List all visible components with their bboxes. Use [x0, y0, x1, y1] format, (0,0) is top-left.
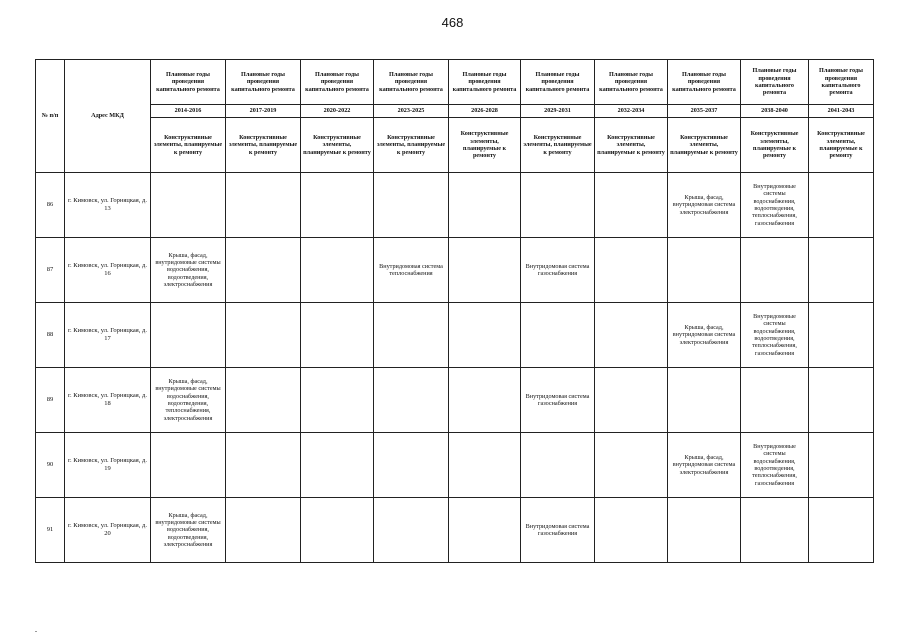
row-cell [449, 238, 521, 303]
row-number: 88 [36, 303, 65, 368]
row-cell: Внутридомовые системы водоснабжения, водоотведения, теплоснабжения, газоснабжения [741, 173, 809, 238]
row-cell: Крыша, фасад, внутридомовые системы водоснабжения, водоотведения, электроснабжения [151, 498, 226, 563]
row-cell [226, 368, 301, 433]
header-plan-row [36, 60, 874, 105]
row-cell [226, 238, 301, 303]
row-address: г. Кимовск, ул. Горняцкая, д. 17 [65, 303, 151, 368]
row-address: г. Кимовск, ул. Горняцкая, д. 19 [65, 433, 151, 498]
row-cell [301, 173, 374, 238]
row-cell: Внутридомовая система теплоснабжения [374, 238, 449, 303]
row-number: 91 [36, 498, 65, 563]
row-cell [741, 498, 809, 563]
header-period: 2038-2040 [741, 105, 809, 118]
row-cell [449, 173, 521, 238]
header-elements: Конструктивные элементы, планируемые к ремонту [741, 118, 809, 173]
row-cell [809, 173, 874, 238]
row-number: 87 [36, 238, 65, 303]
header-plan: Плановые годы проведения капитального ремонта [521, 60, 595, 105]
row-cell [595, 498, 668, 563]
row-cell [301, 303, 374, 368]
row-cell [809, 303, 874, 368]
row-cell: Крыша, фасад, внутридомовая система электроснабжения [668, 433, 741, 498]
row-cell [668, 498, 741, 563]
row-cell [809, 368, 874, 433]
row-cell [301, 433, 374, 498]
row-cell [741, 238, 809, 303]
header-period: 2020-2022 [301, 105, 374, 118]
row-cell: Внутридомовая система газоснабжения [521, 368, 595, 433]
header-plan: Плановые годы проведения капитального ремонта [226, 60, 301, 105]
row-cell: Крыша, фасад, внутридомовая система электроснабжения [668, 173, 741, 238]
row-cell [668, 238, 741, 303]
page-number: 468 [441, 15, 464, 30]
row-cell [374, 498, 449, 563]
row-cell [374, 368, 449, 433]
header-period: 2032-2034 [595, 105, 668, 118]
row-cell: Внутридомовые системы водоснабжения, водоотведения, теплоснабжения, газоснабжения [741, 433, 809, 498]
table-row [36, 238, 874, 303]
row-cell [449, 433, 521, 498]
row-address: г. Кимовск, ул. Горняцкая, д. 16 [65, 238, 151, 303]
header-elements: Конструктивные элементы, планируемые к ремонту [151, 118, 226, 173]
row-cell [449, 303, 521, 368]
header-elements: Конструктивные элементы, планируемые к ремонту [809, 118, 874, 173]
scan-speck [35, 631, 37, 632]
row-cell [521, 303, 595, 368]
header-period: 2017-2019 [226, 105, 301, 118]
row-cell: Внутридомовая система газоснабжения [521, 498, 595, 563]
row-cell [449, 498, 521, 563]
row-cell [301, 368, 374, 433]
row-cell [668, 368, 741, 433]
row-cell [449, 368, 521, 433]
header-plan: Плановые годы проведения капитального ремонта [668, 60, 741, 105]
table-row [36, 368, 874, 433]
row-cell [374, 173, 449, 238]
header-period: 2026-2028 [449, 105, 521, 118]
table-row [36, 498, 874, 563]
header-period: 2035-2037 [668, 105, 741, 118]
row-cell: Внутридомовые системы водоснабжения, водоотведения, теплоснабжения, газоснабжения [741, 303, 809, 368]
header-elements: Конструктивные элементы, планируемые к ремонту [374, 118, 449, 173]
row-cell [809, 433, 874, 498]
header-elements: Конструктивные элементы, планируемые к ремонту [449, 118, 521, 173]
header-num: № п/п [36, 60, 65, 173]
row-cell [151, 173, 226, 238]
table-row [36, 433, 874, 498]
row-cell [301, 238, 374, 303]
row-cell [521, 173, 595, 238]
header-plan: Плановые годы проведения капитального ремонта [809, 60, 874, 105]
row-address: г. Кимовск, ул. Горняцкая, д. 20 [65, 498, 151, 563]
row-cell [595, 368, 668, 433]
row-cell [226, 433, 301, 498]
row-number: 90 [36, 433, 65, 498]
row-cell [809, 498, 874, 563]
header-plan: Плановые годы проведения капитального ремонта [301, 60, 374, 105]
row-cell: Крыша, фасад, внутридомовая система электроснабжения [668, 303, 741, 368]
row-cell [151, 433, 226, 498]
header-plan: Плановые годы проведения капитального ремонта [595, 60, 668, 105]
header-period: 2041-2043 [809, 105, 874, 118]
row-cell [809, 238, 874, 303]
row-number: 86 [36, 173, 65, 238]
row-cell: Крыша, фасад, внутридомовые системы водоснабжения, водоотведения, электроснабжения [151, 238, 226, 303]
row-cell [374, 433, 449, 498]
header-period-row [36, 105, 874, 118]
header-elements-row [36, 118, 874, 173]
capital-repair-table [35, 59, 874, 563]
header-period: 2014-2016 [151, 105, 226, 118]
header-plan: Плановые годы проведения капитального ремонта [449, 60, 521, 105]
table-row [36, 173, 874, 238]
row-cell [595, 303, 668, 368]
row-cell [595, 238, 668, 303]
header-elements: Конструктивные элементы, планируемые к ремонту [226, 118, 301, 173]
row-cell: Крыша, фасад, внутридомовые системы водоснабжения, водоотведения, теплоснабжения, электроснабжения [151, 368, 226, 433]
header-plan: Плановые годы проведения капитального ремонта [741, 60, 809, 105]
header-elements: Конструктивные элементы, планируемые к ремонту [668, 118, 741, 173]
header-elements: Конструктивные элементы, планируемые к ремонту [301, 118, 374, 173]
row-cell [521, 433, 595, 498]
row-cell [595, 173, 668, 238]
row-cell [226, 498, 301, 563]
row-cell [374, 303, 449, 368]
header-plan: Плановые годы проведения капитального ремонта [374, 60, 449, 105]
header-plan: Плановые годы проведения капитального ремонта [151, 60, 226, 105]
row-cell: Внутридомовая система газоснабжения [521, 238, 595, 303]
row-cell [226, 303, 301, 368]
header-elements: Конструктивные элементы, планируемые к ремонту [595, 118, 668, 173]
row-cell [301, 498, 374, 563]
row-cell [741, 368, 809, 433]
row-cell [595, 433, 668, 498]
row-cell [226, 173, 301, 238]
header-elements: Конструктивные элементы, планируемые к ремонту [521, 118, 595, 173]
row-number: 89 [36, 368, 65, 433]
table-row [36, 303, 874, 368]
header-address: Адрес МКД [65, 60, 151, 173]
row-address: г. Кимовск, ул. Горняцкая, д. 18 [65, 368, 151, 433]
header-period: 2023-2025 [374, 105, 449, 118]
header-period: 2029-2031 [521, 105, 595, 118]
row-address: г. Кимовск, ул. Горняцкая, д. 13 [65, 173, 151, 238]
row-cell [151, 303, 226, 368]
